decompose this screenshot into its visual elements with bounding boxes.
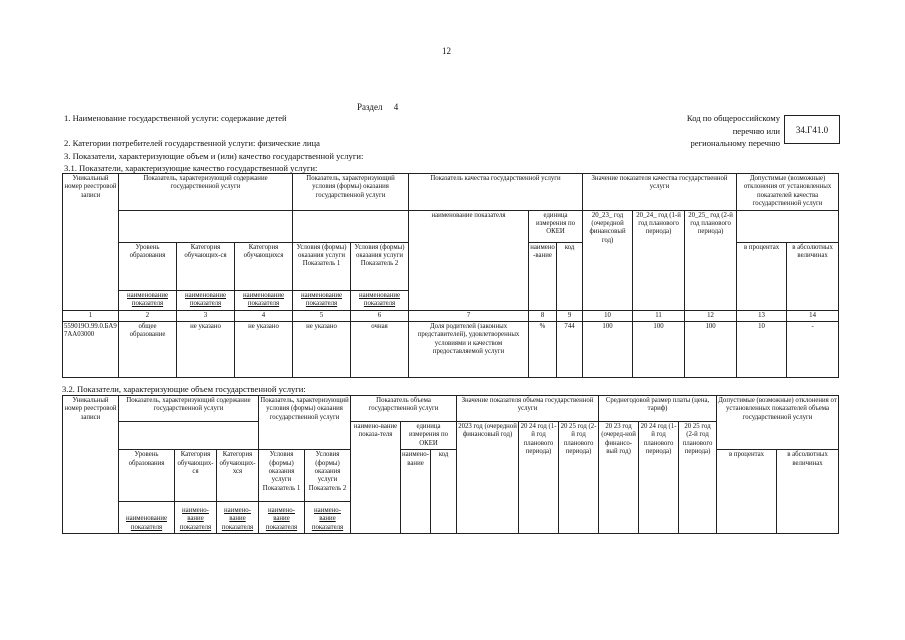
- h-unique: Уникальный номер реестровой записи: [63, 174, 119, 311]
- h-unit-name: наимено-вание: [529, 242, 557, 310]
- h-cond2: Условия (формы) оказания услуги Показатель 2: [351, 242, 409, 290]
- code-value-box: 34.Г41.0: [784, 115, 840, 144]
- h2-name: наимено-вание показателя: [175, 502, 217, 534]
- h2-v2: 20 24 год (1-й год планового периода): [519, 422, 559, 534]
- h-name: наименование показателя: [293, 290, 351, 310]
- h-unit-code: код: [557, 242, 583, 310]
- h2-fee: Среднегодовой размер платы (цена, тариф): [599, 396, 717, 422]
- h2-unique: Уникальный номер реестровой записи: [63, 396, 119, 534]
- h2-name: наимено-вание показателя: [305, 502, 351, 534]
- section-title: Раздел 4: [357, 102, 399, 112]
- h-content: Показатель, характеризующий содержание государственной услуги: [119, 174, 293, 211]
- h-y2: 20_24_ год (1-й год планового периода): [633, 210, 685, 310]
- h-level: Уровень образования: [119, 242, 177, 290]
- volume-title: 3.2. Показатели, характеризующие объем государственной услуги:: [62, 384, 306, 394]
- h-name: наименование показателя: [235, 290, 293, 310]
- header-lines: [64, 112, 363, 175]
- h2-name: наимено-вание показателя: [217, 502, 259, 534]
- h-quality: Показатель качества государственной услуги: [409, 174, 583, 211]
- service-name: 1. Наименование государственной услуги: содержание детей: [64, 113, 287, 123]
- h-deviation: Допустимые (возможные) отклонения от установленных показателей качества государственной услуги: [737, 174, 839, 211]
- h-y1: 20_23_ год (очередной финансовый год): [583, 210, 633, 310]
- h2-ind-name: наимено-вание показа-теля: [351, 422, 401, 534]
- h2-v3: 20 25 год (2-й год планового периода): [559, 422, 599, 534]
- h-name: наименование показателя: [119, 290, 177, 310]
- h2-volume: Показатель объема государственной услуги: [351, 396, 457, 422]
- h2-unit-name: наимено-вание: [401, 450, 431, 534]
- indicators-title: 3. Показатели, характеризующие объем и (или) качество государственной услуги:: [64, 150, 364, 161]
- code-label: Код по общероссийскому перечню или региональному перечню: [686, 113, 780, 149]
- h2-cat: Категория обучающих-ся: [175, 450, 217, 502]
- h-cond1: Условия (формы) оказания услуги Показатель 1: [293, 242, 351, 290]
- h2-content: Показатель, характеризующий содержание государственной услуги: [119, 396, 259, 422]
- h2-name: наимено-вание показателя: [259, 502, 305, 534]
- h2-f1: 20 23 год (очеред-ной финансо-вый год): [599, 422, 639, 534]
- quality-table: [62, 173, 839, 378]
- h2-pct: в процентах: [717, 450, 777, 534]
- h-conditions: Показатель, характеризующий условия (формы) оказания государственной услуги: [293, 174, 409, 211]
- h2-cond1: Условия (формы) оказания услуги Показатель 1: [259, 450, 305, 502]
- h-name: наименование показателя: [351, 290, 409, 310]
- h-abs: в абсолютных величинах: [787, 242, 839, 310]
- h2-f3: 20 25 год (2-й год планового периода): [679, 422, 717, 534]
- h2-deviation: Допустимые (возможные) отклонения от установленных показателей объема государственной услуги: [717, 396, 839, 450]
- h2-conditions: Показатель, характеризующий условия (формы) оказания государственной услуги: [259, 396, 351, 450]
- h2-v1: 2023 год (очередной финансовый год): [457, 422, 519, 534]
- h-name: наименование показателя: [177, 290, 235, 310]
- page-number: 12: [442, 46, 451, 56]
- h-values: Значение показателя качества государственной услуги: [583, 174, 737, 211]
- number-row: 1 2 3 4 5 6 7 8 9 10 11 12 13 14: [63, 310, 839, 321]
- quality-title: 3.1. Показатели, характеризующие качество государственной услуги:: [64, 163, 318, 174]
- consumer-category: 2. Категории потребителей государственной услуги: физические лица: [64, 138, 320, 149]
- volume-table: [62, 395, 839, 534]
- h2-cat2: Категория обучающих-хся: [217, 450, 259, 502]
- h-unit: единица измерения по ОКЕИ: [529, 210, 583, 242]
- h-ind-name: наименование показателя: [409, 210, 529, 310]
- h2-abs: в абсолютных величинах: [777, 450, 839, 534]
- h2-cond2: Условия (формы) оказания услуги Показатель 2: [305, 450, 351, 502]
- h2-name: наименование показателя: [119, 502, 175, 534]
- h2-level: Уровень образования: [119, 450, 175, 502]
- h2-unit: единица измерения по ОКЕИ: [401, 422, 457, 450]
- h-cat2: Категория обучающихся: [235, 242, 293, 290]
- h2-f2: 20 24 год (1-й год планового периода): [639, 422, 679, 534]
- h-pct: в процентах: [737, 242, 787, 310]
- h-y3: 20_25_ год (2-й год планового периода): [685, 210, 737, 310]
- table-row: 559019О.99.0.БА97АА03000 общее образование не указано не указано не указано очная Доля родителей (законных представителей), удовлетворенных условиями и качеством предоставляемой услуги % 744 100 100 100 10 -: [63, 322, 839, 378]
- h-cat: Категория обучающих-ся: [177, 242, 235, 290]
- h2-values: Значение показателя объема государственной услуги: [457, 396, 599, 422]
- h2-unit-code: код: [431, 450, 457, 534]
